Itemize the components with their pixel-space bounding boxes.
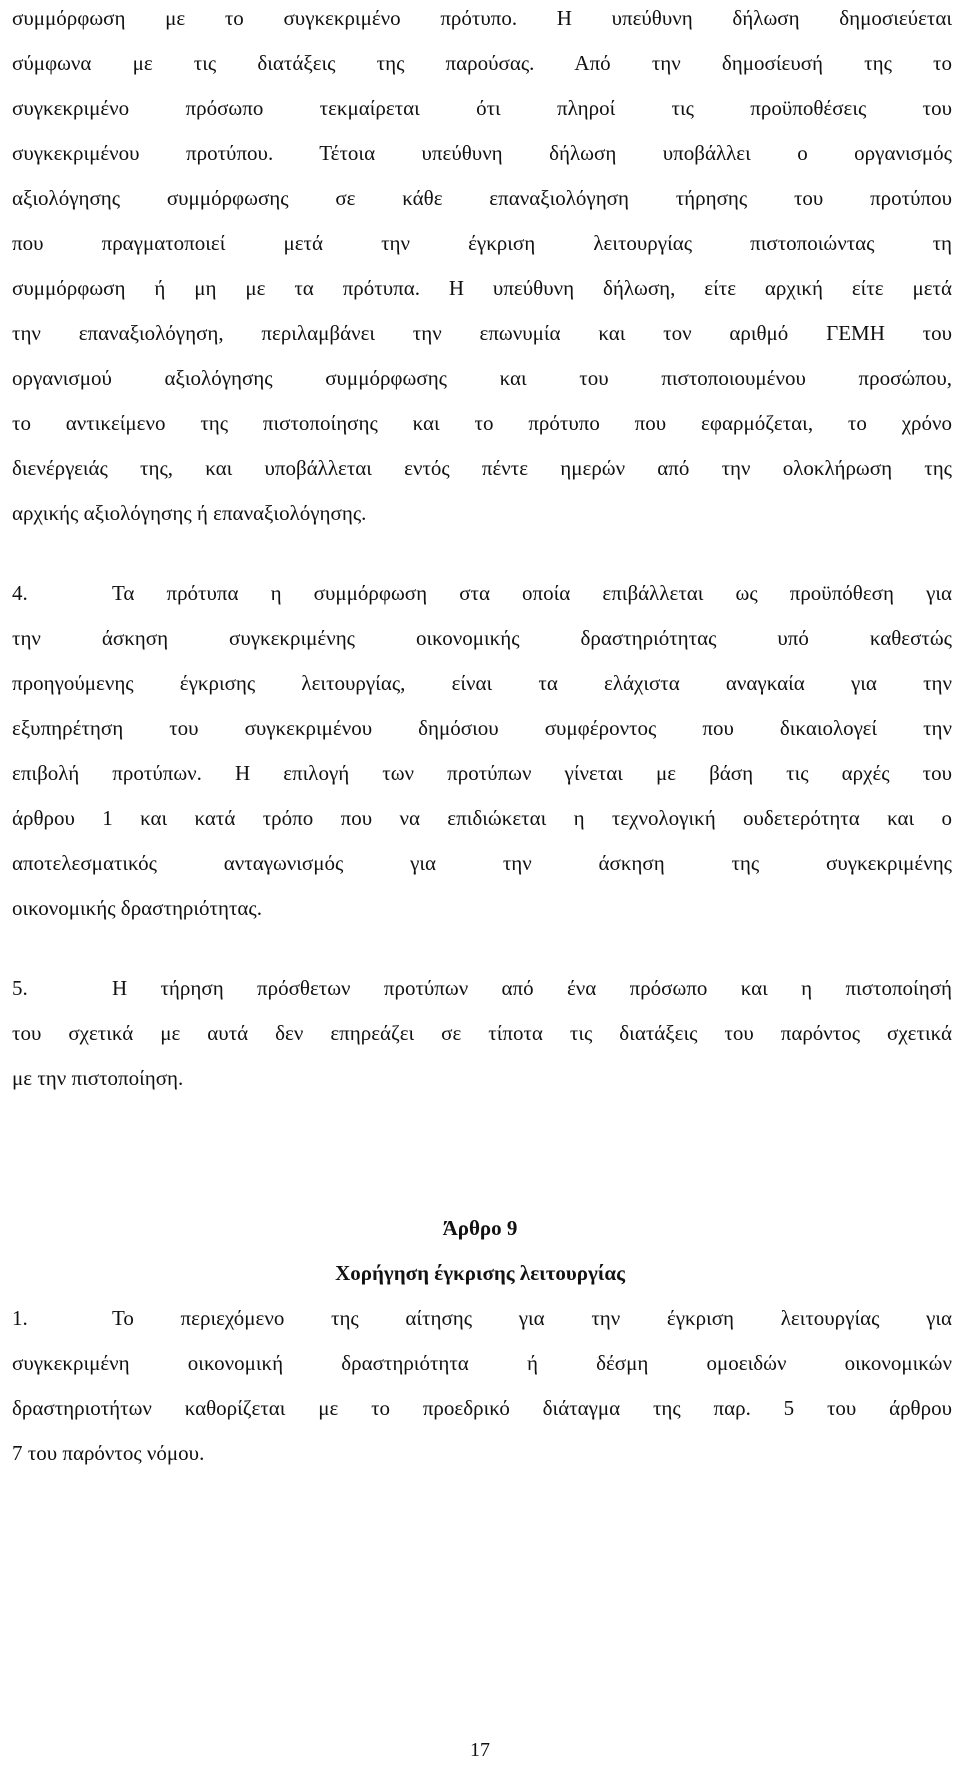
numbered-line xyxy=(12,973,952,1003)
numbered-line xyxy=(12,578,952,608)
text-line: του σχετικά με αυτά δεν επηρεάζει σε τίποτα τις διατάξεις του παρόντος σχετικά xyxy=(12,1021,952,1045)
text-line: συγκεκριμένο πρόσωπο τεκμαίρεται ότι πληροί τις προϋποθέσεις του xyxy=(12,96,952,120)
text-line: Το περιεχόμενο της αίτησης για την έγκριση λειτουργίας για xyxy=(112,1306,952,1330)
text-line: 7 του παρόντος νόμου. xyxy=(12,1441,205,1465)
text-line: την επαναξιολόγηση, περιλαμβάνει την επωνυμία και τον αριθμό ΓΕΜΗ του xyxy=(12,321,952,345)
text-line: διενέργειάς της, και υποβάλλεται εντός πέντε ημερών από την ολοκλήρωση της xyxy=(12,456,952,480)
text-line: συμμόρφωση με το συγκεκριμένο πρότυπο. Η υπεύθυνη δήλωση δημοσιεύεται xyxy=(12,6,952,30)
paragraph-number: 5. xyxy=(12,976,28,1000)
text-line: που πραγματοποιεί μετά την έγκριση λειτουργίας πιστοποιώντας τη xyxy=(12,231,952,255)
text-line: αξιολόγησης συμμόρφωσης σε κάθε επαναξιολόγηση τήρησης του προτύπου xyxy=(12,186,952,210)
text-line: το αντικείμενο της πιστοποίησης και το πρότυπο που εφαρμόζεται, το χρόνο xyxy=(12,411,952,435)
text-line: με την πιστοποίηση. xyxy=(12,1066,184,1090)
text-line: Η τήρηση πρόσθετων προτύπων από ένα πρόσωπο και η πιστοποίησή xyxy=(112,976,952,1000)
text-line: αρχικής αξιολόγησης ή επαναξιολόγησης. xyxy=(12,501,367,525)
text-line: την άσκηση συγκεκριμένης οικονομικής δραστηριότητας υπό καθεστώς xyxy=(12,626,952,650)
text-line: αποτελεσματικός ανταγωνισμός για την άσκηση της συγκεκριμένης xyxy=(12,851,952,875)
text-line: δραστηριοτήτων καθορίζεται με το προεδρικό διάταγμα της παρ. 5 του άρθρου xyxy=(12,1396,952,1420)
text-line: οικονομικής δραστηριότητας. xyxy=(12,896,262,920)
numbered-line xyxy=(12,1303,952,1333)
text-line: προηγούμενης έγκρισης λειτουργίας, είναι τα ελάχιστα αναγκαία για την xyxy=(12,671,952,695)
paragraph-number: 4. xyxy=(12,581,28,605)
text-line: Τα πρότυπα η συμμόρφωση στα οποία επιβάλλεται ως προϋπόθεση για xyxy=(112,581,952,605)
text-line: εξυπηρέτηση του συγκεκριμένου δημόσιου συμφέροντος που δικαιολογεί την xyxy=(12,716,952,740)
text-line: συμμόρφωση ή μη με τα πρότυπα. Η υπεύθυνη δήλωση, είτε αρχική είτε μετά xyxy=(12,276,952,300)
text-line: επιβολή προτύπων. Η επιλογή των προτύπων γίνεται με βάση τις αρχές του xyxy=(12,761,952,785)
text-line: συγκεκριμένου προτύπου. Τέτοια υπεύθυνη δήλωση υποβάλλει ο οργανισμός xyxy=(12,141,952,165)
article-title: Χορήγηση έγκρισης λειτουργίας xyxy=(335,1261,625,1285)
text-line: οργανισμού αξιολόγησης συμμόρφωσης και του πιστοποιουμένου προσώπου, xyxy=(12,366,952,390)
article-heading: Άρθρο 9 xyxy=(442,1216,518,1240)
text-line: άρθρου 1 και κατά τρόπο που να επιδιώκεται η τεχνολογική ουδετερότητα και ο xyxy=(12,806,952,830)
text-line: συγκεκριμένη οικονομική δραστηριότητα ή δέσμη ομοειδών οικονομικών xyxy=(12,1351,952,1375)
paragraph-number: 1. xyxy=(12,1306,28,1330)
text-line: σύμφωνα με τις διατάξεις της παρούσας. Από την δημοσίευσή της το xyxy=(12,51,952,75)
page-number: 17 xyxy=(470,1739,490,1761)
